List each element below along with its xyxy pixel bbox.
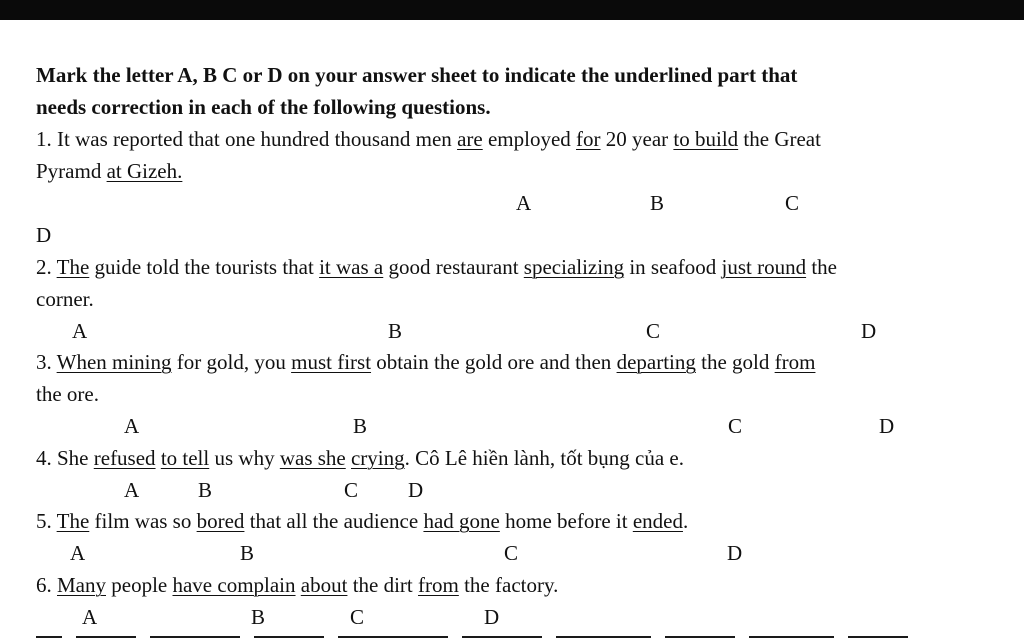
sentence-text: the factory. bbox=[458, 573, 559, 597]
sentence-text: 3. bbox=[36, 350, 57, 374]
underlined-part: The bbox=[56, 255, 90, 279]
question-6-option-c: C bbox=[350, 605, 365, 629]
underlined-part: crying bbox=[350, 446, 405, 470]
sentence-text: Pyramd bbox=[36, 159, 107, 183]
underlined-part: When mining bbox=[56, 350, 172, 374]
question-2-line-1 bbox=[36, 255, 837, 279]
underlined-part: Many bbox=[57, 573, 106, 597]
sentence-text: us why bbox=[209, 446, 280, 470]
underlined-part: from bbox=[418, 573, 459, 597]
underlined-part: to tell bbox=[160, 446, 210, 470]
underlined-part: was she bbox=[279, 446, 346, 470]
sentence-text: 2. bbox=[36, 255, 57, 279]
question-4-option-c: C bbox=[344, 478, 359, 502]
question-1-line-1 bbox=[36, 127, 821, 151]
instruction-line-2: needs correction in each of the following questions. bbox=[36, 95, 491, 119]
question-1-option-c: C bbox=[785, 191, 800, 215]
underlined-part: it was a bbox=[319, 255, 384, 279]
sentence-text: the bbox=[806, 255, 837, 279]
sentence-text: employed bbox=[482, 127, 577, 151]
question-1-option-a: A bbox=[516, 191, 532, 215]
question-5-line-1 bbox=[36, 509, 688, 533]
question-6-option-d: D bbox=[484, 605, 500, 629]
sentence-text: film was so bbox=[89, 509, 197, 533]
underlined-part: at Gizeh. bbox=[106, 159, 183, 183]
next-question-cut-off bbox=[36, 630, 996, 644]
sentence-text: the gold bbox=[695, 350, 775, 374]
sentence-text: people bbox=[106, 573, 173, 597]
underlined-part: must first bbox=[291, 350, 372, 374]
question-3-option-b: B bbox=[353, 414, 368, 438]
sentence-text: that all the audience bbox=[244, 509, 424, 533]
underlined-part: specializing bbox=[523, 255, 625, 279]
underlined-part: bored bbox=[196, 509, 245, 533]
question-2-line-2 bbox=[36, 287, 94, 311]
sentence-text: for gold, you bbox=[171, 350, 292, 374]
sentence-text: obtain the gold ore and then bbox=[371, 350, 617, 374]
underlined-part: have complain bbox=[172, 573, 296, 597]
underlined-part: from bbox=[774, 350, 816, 374]
question-1-option-b: B bbox=[650, 191, 665, 215]
sentence-text: good restaurant bbox=[383, 255, 524, 279]
sentence-text: corner. bbox=[36, 287, 94, 311]
underlined-part: about bbox=[300, 573, 348, 597]
question-2-option-c: C bbox=[646, 319, 661, 343]
sentence-text: 6. bbox=[36, 573, 57, 597]
question-3-line-1 bbox=[36, 350, 815, 374]
underlined-part: just round bbox=[721, 255, 807, 279]
sentence-text: home before it bbox=[499, 509, 633, 533]
question-4-option-d: D bbox=[408, 478, 424, 502]
sentence-text: 4. She bbox=[36, 446, 94, 470]
question-5-option-b: B bbox=[240, 541, 255, 565]
sentence-text: . Cô Lê hiền lành, tốt bụng của e. bbox=[404, 446, 684, 470]
question-4-option-a: A bbox=[124, 478, 140, 502]
sentence-text: 20 year bbox=[600, 127, 674, 151]
question-1-option-d: D bbox=[36, 223, 52, 247]
question-3-option-c: C bbox=[728, 414, 743, 438]
underlined-part: for bbox=[576, 127, 601, 151]
underlined-part: had gone bbox=[423, 509, 500, 533]
underlined-part: The bbox=[56, 509, 90, 533]
instruction-line-1: Mark the letter A, B C or D on your answer sheet to indicate the underlined part that bbox=[36, 63, 798, 87]
question-1-line-2 bbox=[36, 159, 182, 183]
sentence-text: the dirt bbox=[347, 573, 419, 597]
question-4-option-b: B bbox=[198, 478, 213, 502]
sentence-text: guide told the tourists that bbox=[89, 255, 320, 279]
sentence-text: 1. It was reported that one hundred thousand men bbox=[36, 127, 458, 151]
question-4-line-1 bbox=[36, 446, 684, 470]
sentence-text: the Great bbox=[738, 127, 821, 151]
question-3-option-a: A bbox=[124, 414, 140, 438]
question-6-option-b: B bbox=[251, 605, 266, 629]
question-6-option-a: A bbox=[82, 605, 98, 629]
sentence-text: . bbox=[682, 509, 689, 533]
question-3-option-d: D bbox=[879, 414, 895, 438]
underlined-part: are bbox=[457, 127, 483, 151]
question-3-line-2 bbox=[36, 382, 99, 406]
underlined-part: refused bbox=[93, 446, 156, 470]
underlined-part: departing bbox=[616, 350, 696, 374]
sentence-text: 5. bbox=[36, 509, 57, 533]
question-2-option-a: A bbox=[72, 319, 88, 343]
question-5-option-a: A bbox=[70, 541, 86, 565]
underlined-part: to build bbox=[673, 127, 739, 151]
question-2-option-b: B bbox=[388, 319, 403, 343]
underlined-part: ended bbox=[632, 509, 683, 533]
question-5-option-d: D bbox=[727, 541, 743, 565]
question-6-line-1 bbox=[36, 573, 558, 597]
sentence-text: the ore. bbox=[36, 382, 99, 406]
sentence-text: in seafood bbox=[624, 255, 722, 279]
question-5-option-c: C bbox=[504, 541, 519, 565]
question-2-option-d: D bbox=[861, 319, 877, 343]
